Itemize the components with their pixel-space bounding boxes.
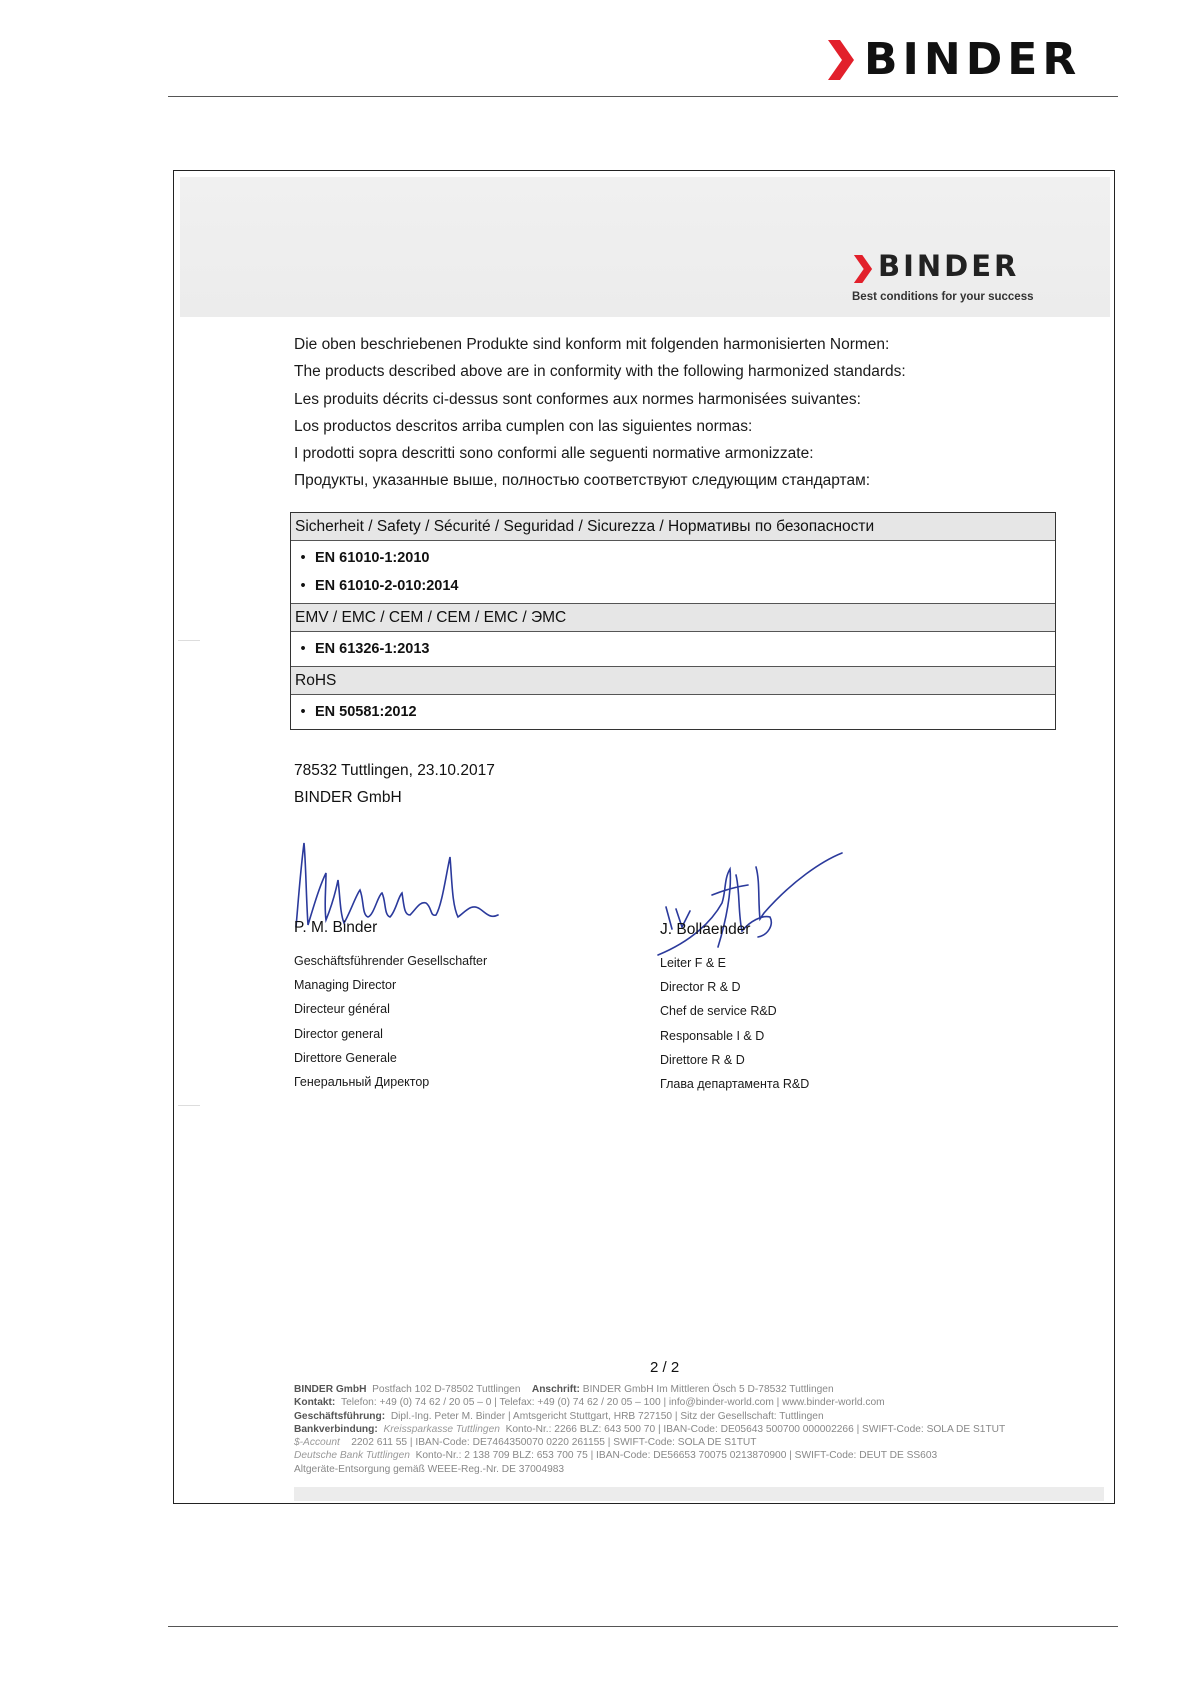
certificate-logo-text: BINDER (878, 249, 1020, 283)
role-line: Geschäftsführender Gesellschafter (294, 954, 488, 968)
norm-code: EN 50581:2012 (315, 704, 417, 720)
footer-line-1 (294, 1383, 1094, 1396)
role-line: Director R & D (660, 980, 741, 995)
norm-group-title: RoHS (291, 666, 1055, 695)
company-footer (294, 1383, 1094, 1476)
footer-line-5 (294, 1436, 1094, 1449)
footer-bank-label: Bankverbindung: (294, 1423, 378, 1435)
signer-name-left: P. M. Binder (294, 919, 378, 936)
bullet: • (300, 641, 306, 657)
footer-address: BINDER GmbH Im Mittleren Ösch 5 D-78532 Tuttlingen (582, 1384, 834, 1395)
role-line: Генеральный Директор (294, 1074, 430, 1089)
logo-text: BINDER (864, 34, 1082, 85)
signer-name-right: J. Bollaender (660, 921, 751, 938)
footer-contact: Telefon: +49 (0) 74 62 / 20 05 – 0 | Telefax: +49 (0) 74 62 / 20 05 – 100 | info@binder-world.com | www.binder-world.com (340, 1397, 885, 1409)
logo-arrow-icon (826, 40, 856, 80)
bullet: • (300, 704, 306, 720)
bullet: • (300, 550, 306, 566)
tagline: Best conditions for your success (852, 291, 1034, 303)
role-line: Chef de service R&D (660, 1004, 777, 1019)
norm-code: EN 61326-1:2013 (315, 641, 430, 657)
intro-line: Los productos descritos arriba cumplen con las siguientes normas: (294, 417, 753, 435)
place-and-company (294, 757, 495, 811)
role-line: Director general (294, 1026, 383, 1041)
norm-item (291, 572, 1055, 600)
footer-management: Dipl.-Ing. Peter M. Binder | Amtsgericht Stuttgart, HRB 727150 | Sitz der Gesellschaft: Tuttlingen (390, 1410, 824, 1422)
norm-item (291, 544, 1055, 572)
margin-mark (178, 640, 200, 641)
footer-rule (168, 1626, 1118, 1627)
role-line: Глава департамента R&D (660, 1076, 810, 1091)
norm-code: EN 61010-1:2010 (315, 550, 430, 566)
signer-roles-right (660, 951, 809, 1096)
footer-line-2 (294, 1396, 1094, 1409)
norm-group-items (291, 695, 1055, 729)
scan-bottom-band (294, 1487, 1104, 1501)
footer-line-6 (294, 1449, 1094, 1462)
footer-account-details: 2202 611 55 | IBAN-Code: DE7464350070 0220 261155 | SWIFT-Code: SOLA DE S1TUT (351, 1437, 757, 1449)
footer-address-label: Anschrift: (531, 1384, 580, 1395)
norm-code: EN 61010-2-010:2014 (315, 578, 459, 594)
norm-item (291, 635, 1055, 663)
conformity-statement (294, 331, 1014, 495)
footer-line-7: Altgeräte-Entsorgung gemäß WEEE-Reg.-Nr. DE 37004983 (294, 1463, 565, 1475)
role-line: Responsable I & D (660, 1028, 765, 1043)
footer-account-name: $-Account (294, 1437, 340, 1449)
signer-roles-left (294, 949, 487, 1094)
intro-line: Die oben beschriebenen Produkte sind konform mit folgenden harmonisierten Normen: (294, 336, 890, 353)
certificate-logo (852, 251, 1052, 311)
role-line: Direttore R & D (660, 1052, 745, 1067)
norm-group-items (291, 632, 1055, 666)
standards-table (290, 512, 1056, 730)
footer-management-label: Geschäftsführung: (294, 1410, 386, 1422)
norm-group-title: Sicherheit / Safety / Sécurité / Seguridad / Sicurezza / Нормативы по безопасности (291, 513, 1055, 541)
footer-company: BINDER GmbH (294, 1384, 367, 1395)
footer-postbox: Postfach 102 D-78502 Tuttlingen (372, 1384, 521, 1395)
intro-line: I prodotti sopra descritti sono conformi alle seguenti normative armonizzate: (294, 445, 814, 463)
intro-line: Les produits décrits ci-dessus sont conformes aux normes harmonisées suivantes: (294, 390, 861, 408)
footer-bank-name: Kreissparkasse Tuttlingen (383, 1423, 500, 1435)
footer-bank2-details: Konto-Nr.: 2 138 709 BLZ: 653 700 75 | IBAN-Code: DE56653 70075 0213870900 | SWIFT-Code: DEUT DE SS603 (415, 1450, 938, 1462)
intro-line: The products described above are in conformity with the following harmonized standards: (294, 363, 906, 381)
role-line: Leiter F & E (660, 956, 726, 970)
footer-bank-details: Konto-Nr.: 2266 BLZ: 643 500 70 | IBAN-Code: DE05643 500700 000002266 | SWIFT-Code: SOLA DE S1TUT (505, 1423, 1006, 1435)
footer-line-3 (294, 1410, 1094, 1423)
company-name: BINDER GmbH (294, 789, 402, 806)
margin-mark (178, 1105, 200, 1106)
intro-line: Продукты, указанные выше, полностью соответствуют следующим стандартам: (294, 472, 871, 490)
footer-bank2-name: Deutsche Bank Tuttlingen (294, 1450, 410, 1462)
logo-arrow-icon (852, 255, 874, 283)
signature-bollaender-image (652, 851, 852, 961)
role-line: Direttore Generale (294, 1050, 397, 1065)
footer-line-4 (294, 1423, 1094, 1436)
footer-contact-label: Kontakt: (294, 1397, 336, 1409)
header-rule (168, 96, 1118, 97)
norm-group-title: EMV / EMC / CEM / CEM / EMC / ЭМС (291, 603, 1055, 632)
role-line: Managing Director (294, 978, 397, 993)
page-logo (826, 34, 1116, 85)
role-line: Directeur général (294, 1002, 390, 1017)
norm-group-items (291, 541, 1055, 603)
bullet: • (300, 578, 306, 594)
place-date: 78532 Tuttlingen, 23.10.2017 (294, 762, 495, 779)
page-number: 2 / 2 (650, 1359, 680, 1376)
norm-item (291, 698, 1055, 726)
scanned-certificate (173, 170, 1115, 1504)
